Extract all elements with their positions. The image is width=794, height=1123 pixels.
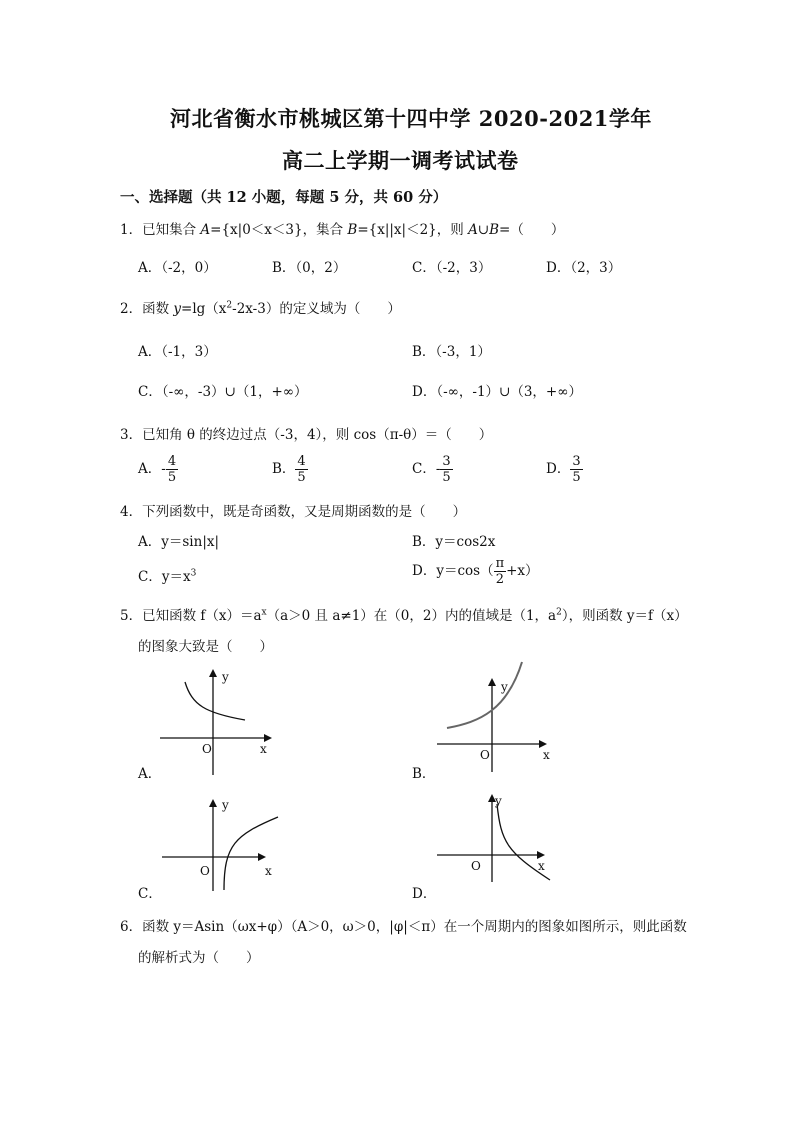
- q4-option-c: C．$y=x^3$: [138, 568, 197, 585]
- axis-label-x: x: [260, 742, 267, 756]
- q1-option-d: D．（2，3）: [546, 260, 622, 276]
- graph-a: [160, 665, 285, 775]
- q3-option-d: D． $\frac{3}{5}$: [546, 454, 581, 485]
- graph-b: [435, 658, 555, 773]
- origin-label: O: [480, 748, 490, 762]
- question-6-line-1: 6．函数 y＝Asin（ωx+φ）（A＞0，ω＞0，|φ|＜π）在一个周期内的图象如图所示，则此函数: [120, 919, 687, 935]
- axis-label-y: y: [495, 794, 502, 808]
- origin-label: O: [202, 742, 212, 756]
- q4-option-b: B．y＝cos2x: [412, 534, 496, 550]
- q2-option-a: A．（-1，3）: [138, 344, 217, 360]
- question-5-line-1: 5．已知函数 $f(x)=a^x(a>0$ 且 a≠1）在（0，2）内的值域是（1，$a^2$），则函数 y＝f（x）: [120, 607, 688, 624]
- axis-label-x: x: [538, 859, 545, 873]
- question-2: 2．函数 $y=\lg(x^2-2x-3)$的定义域为（ ）: [120, 300, 401, 317]
- axis-label-y: y: [501, 680, 508, 694]
- q2-option-d: D．（-∞，-1）∪（3，+∞）: [412, 384, 582, 400]
- origin-label: O: [200, 864, 210, 878]
- q1-option-c: C．（-2，3）: [412, 260, 492, 276]
- title-line-2: 高二上学期一调考试试卷: [282, 148, 519, 173]
- fraction: $\frac{3}{5}$: [572, 454, 581, 485]
- section-header: 一、选择题（共 12 小题，每题 5 分，共 60 分）: [120, 189, 448, 206]
- origin-label: O: [471, 859, 481, 873]
- q3-option-b: B． $\frac{4}{5}$: [272, 454, 306, 485]
- axis-label-x: x: [543, 748, 550, 762]
- q3-option-a: A．- $\frac{4}{5}$: [138, 454, 177, 485]
- question-1: 1．已知集合 A={x|0＜x＜3}，集合 B={x||x|＜2}，则 A∪B=（ ）: [120, 222, 565, 238]
- q4-option-a: A．y＝sin|x|: [138, 534, 220, 550]
- axis-label-y: y: [222, 798, 229, 812]
- q5-option-a: A．: [138, 766, 162, 782]
- question-4: 4．下列函数中，既是奇函数，又是周期函数的是（ ）: [120, 504, 467, 520]
- q1-option-a: A．（-2，0）: [138, 260, 217, 276]
- q2-option-b: B．（-3，1）: [412, 344, 491, 360]
- q3-option-c: C．- $\frac{3}{5}$: [412, 454, 451, 485]
- fraction: $\frac{3}{5}$: [442, 454, 451, 485]
- q4-option-d: D．y＝cos（ $\frac{\pi}{2}$ +x）: [412, 556, 539, 587]
- q5-option-c: C．: [138, 886, 162, 902]
- axis-label-y: y: [222, 670, 229, 684]
- fraction: $\frac{4}{5}$: [167, 454, 177, 485]
- q2-option-c: C．（-∞，-3）∪（1，+∞）: [138, 384, 308, 400]
- question-6-line-2: 的解析式为（ ）: [138, 950, 260, 966]
- q1-option-b: B．（0，2）: [272, 260, 347, 276]
- axis-label-x: x: [265, 864, 272, 878]
- q5-option-b: B．: [412, 766, 436, 782]
- graph-d: [435, 790, 555, 890]
- fraction: $\frac{4}{5}$: [297, 454, 306, 485]
- q5-option-d: D．: [412, 886, 437, 902]
- question-5-line-2: 的图象大致是（ ）: [138, 639, 273, 655]
- fraction: $\frac{\pi}{2}$: [495, 556, 505, 587]
- question-3: 3．已知角 θ 的终边过点（-3，4），则 cos（π-θ）＝（ ）: [120, 427, 493, 443]
- graph-c: [160, 795, 285, 895]
- title-line-1: 河北省衡水市桃城区第十四中学 2020-2021学年: [170, 106, 652, 131]
